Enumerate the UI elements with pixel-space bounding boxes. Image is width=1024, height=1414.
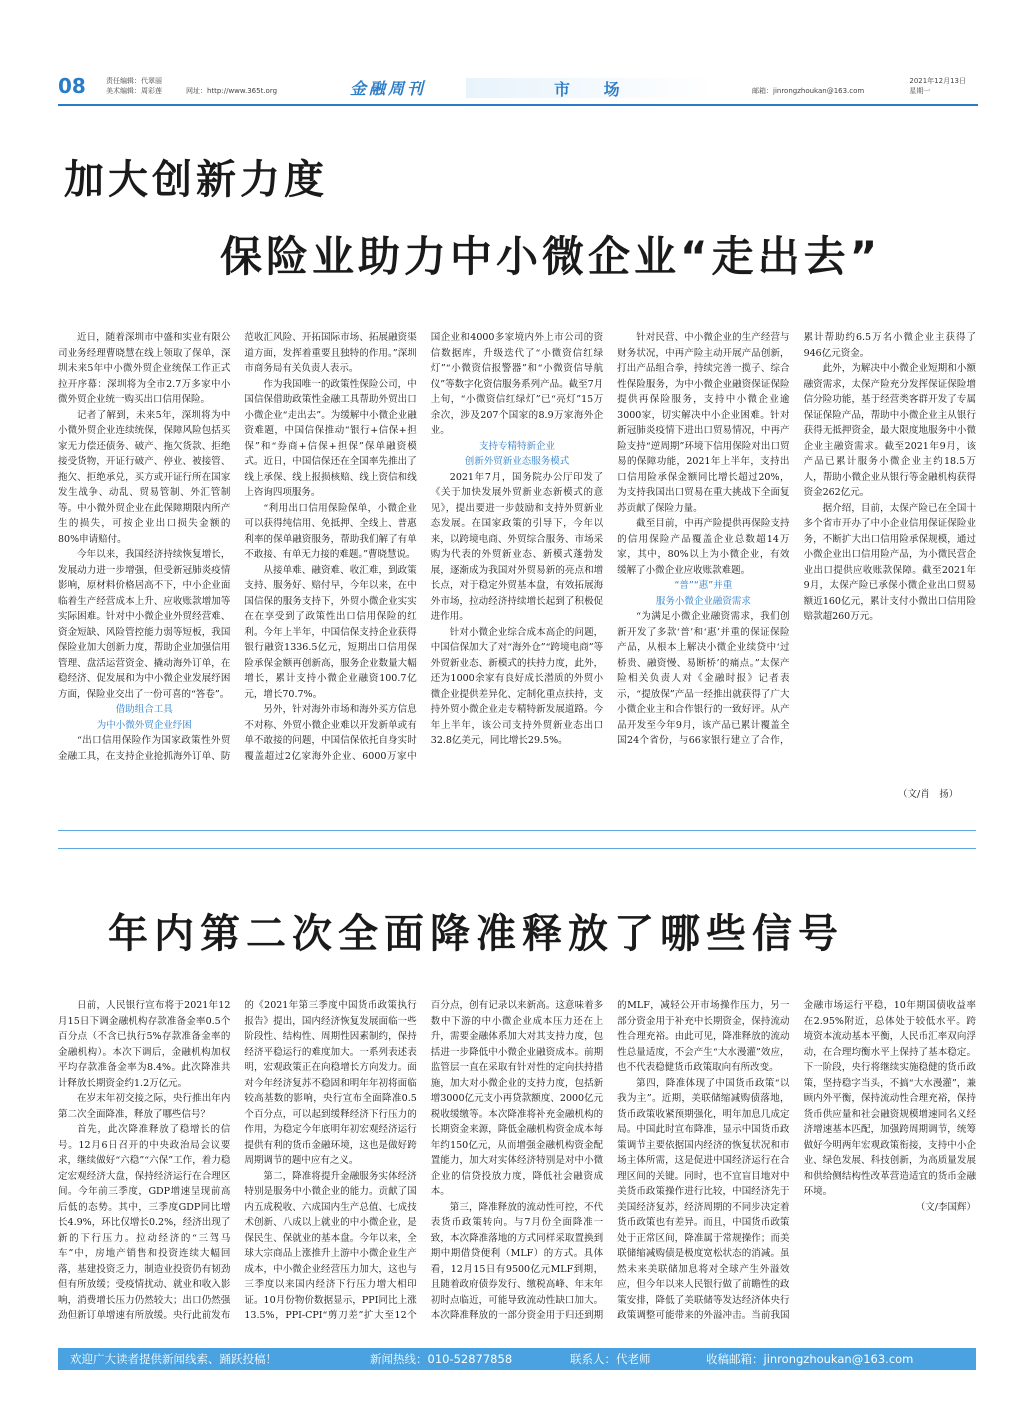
article1-paragraph: “为满足小微企业融资需求，我们创新开发了多款‘普’和‘惠’并重的保证保险产品，从根本上解决小微企业续贷中‘过桥贵、融资慢、易断桥’的痛点。”太保产险相关负责人对《金融时报》记者表示，“提放保”产品一经推出就获得了广大小微企业主和合作银行的一致好评。从产品开发至今年9月，该产品已累计覆盖全国24个省份，与66家银行建立了合作，累计帮助约6.5万名小微企业主获得了946亿元资金。 [617, 332, 976, 746]
article1-paragraph: “利用出口信用保险保单，小微企业可以获得纯信用、免抵押、全线上、普惠利率的保单融资服务，帮助我们解了有单不敢接、有单无力接的难题。”曹晓慧说。 [244, 502, 417, 560]
footer-contact: 联系人：代老师 [570, 1352, 651, 1366]
footer-welcome: 欢迎广大读者提供新闻线索、踊跃投稿！ [70, 1352, 277, 1366]
issue-date [909, 76, 966, 96]
header-rule [58, 104, 978, 106]
footer-banner [58, 1348, 976, 1370]
article2-byline: （文/李国辉） [915, 1201, 976, 1213]
article2-paragraph: 第二，降准将提升金融服务实体经济特别是服务中小微企业的能力。贡献了国内五成税收、六成国内生产总值、七成技术创新、八成以上就业的中小微企业，是保民生、保就业的基本盘。今年以来，全球大宗商品上涨推升上游中小微企业生产成本，中小微企业经营压力加大，这也与三季度以来国内经济下行压力增大相印证。10月份物价数据显示，PPI同比上涨13.5%，PPI-CPI“剪刀差”扩大至12个百分点，创有记录以来新高。这意味着多数中下游的中小微企业成本压力还在上升，需要金融体系加大对其支持力度，包括进一步降低中小微企业融资成本。前期监管层一直在采取有针对性的定向扶持措施，加大对小微企业的支持力度，包括新增3000亿元支小再贷款额度、2000亿元税收缓缴等。本次降准将补充金融机构的长期资金来源，降低金融机构资金成本每年约150亿元，从而增强金融机构资金配置能力，加大对实体经济特别是对中小微企业的信贷投放力度，降低社会融资成本。 [244, 1000, 604, 1321]
article1-byline: （文/肖 扬） [898, 789, 959, 800]
article1-headline-line1: 加大创新力度 [64, 157, 328, 203]
article2-paragraph: 第四，降准体现了中国货币政策“以我为主”。近期，美联储缩减购债落地，货币政策收紧预期强化，明年加息几成定局。中国此时宣布降准，显示中国货币政策调节主要依据国内经济的恢复状况和市场主体所需，这是促进中国经济运行在合理区间的关键。同时，也不宜盲目地对中美货币政策操作进行比较，中国经济先于美国经济复苏，经济周期的不同步决定着货币政策也有差异。而且，中国货币政策处于正常区间，降准属于常规操作；而美联储缩减购债是极度宽松状态的消减。虽然未来美联储加息将对全球产生外溢效应，但今年以来人民银行做了前瞻性的政策安排，降低了美联储等发达经济体央行政策调整可能带来的外溢冲击。当前我国金融市场运行平稳，10年期国债收益率在2.95%附近，总体处于较低水平。跨境资本流动基本平衡，人民币汇率双向浮动，在合理均衡水平上保持了基本稳定。下一阶段，央行将继续实施稳健的货币政策，坚持稳字当头，不搞“大水漫灌”，兼顾内外平衡，保持流动性合理充裕，保持货币供应量和社会融资规模增速同名义经济增速基本匹配，加强跨周期调节，统筹做好今明两年宏观政策衔接，支持中小企业、绿色发展、科技创新，为高质量发展和供给侧结构性改革营造适宜的货币金融环境。 [617, 1000, 976, 1321]
section-divider [58, 830, 976, 831]
section-name: 市 场 [554, 80, 634, 99]
date-text: 2021年12月13日 [909, 77, 966, 85]
article1-paragraph: 此外，为解决中小微企业短期和小额融资需求，太保产险充分发挥保证保险增信分险功能，基于经营类客群开发了专属保证保险产品，帮助中小微企业主从银行获得无抵押资金，最大限度地服务中小微企业主融资需求。截至2021年9月，该产品已累计服务小微企业主约18.5万人，帮助小微企业从银行等金融机构获得资金262亿元。 [803, 363, 976, 498]
article2-paragraph: 第三，降准释放的流动性可控，不代表货币政策转向。与7月份全面降准一致，本次降准落地的方式同样采取置换到期中期借贷便利（MLF）的方式。具体看，12月15日有9500亿元MLF到期，且随着政府债券发行、缴税高峰、年末年初时点临近，可能导致流动性缺口加大。本次降准释放的一部分资金用于归还到期的MLF，减轻公开市场操作压力，另一部分资金用于补充中长期资金，保持流动性合理充裕。由此可见，降准释放的流动性总量适度，不会产生“大水漫灌”效应，也不代表稳健货币政策取向有所改变。 [430, 1000, 790, 1321]
article1-paragraph: 2021年7月，国务院办公厅印发了《关于加快发展外贸新业态新模式的意见》，提出要进一步鼓励和支持外贸新业态发展。在国家政策的引导下，今年以来，以跨境电商、外贸综合服务、市场采购为代表的外贸新业态、新模式蓬勃发展，逐渐成为我国对外贸易新的亮点和增长点，对于稳定外贸基本盘，有效拓展海外市场，拉动经济持续增长起到了积极促进作用。 [430, 471, 604, 622]
article1-paragraph: 今年以来，我国经济持续恢复增长，发展动力进一步增强，但受新冠肺炎疫情影响，原材料价格居高不下，中小企业面临着生产经营成本上升、应收账款增加等实际困难。针对中小微企业外贸经营难、资金短缺、风险管控能力弱等短板，我国保险业加大创新力度，帮助企业加强信用管理、盘活运营资金、撬动海外订单，在稳经济、促发展和为中小微企业发展纾困方面，保险业交出了一份可喜的“答卷”。 [58, 549, 231, 700]
article1-paragraph: 据介绍，目前，太保产险已在全国十多个省市开办了中小企业信用保证保险业务，不断扩大出口信用险承保规模，通过小微企业出口信用险产品，为小微民营企业出口提供应收账款保障。截至2021年9月，太保产险已承保小微企业出口贸易额近160亿元，累计支付小微出口信用险赔款超260万元。 [803, 502, 976, 622]
article1-paragraph: 记者了解到，未来5年，深圳将为中小微外贸企业连续统保，保障风险包括买家无力偿还债务、破产、拖欠货款、拒绝接受货物，开证行破产、停业、被接管、拖欠、拒绝承兑，买方或开证行所在国家发生战争、动乱、贸易管制、外汇管制等。中小微外贸企业在此保障期限内所产生的损失，可按企业出口损失金额的80%申请赔付。 [58, 409, 231, 545]
article1-paragraph: 从接单难、融资难、收汇难，到政策支持、服务好、赔付早，今年以来，在中国信保的服务支持下，外贸小微企业实实在在享受到了政策性出口信用保险的红利。今年上半年，中国信保支持企业获得银行融资1336.5亿元，短期出口信用保险承保金额再创新高，服务企业数量大幅增长，累计支持小微企业融资100.7亿元，增长70.7%。 [244, 564, 417, 700]
publication-logo: 金融周刊 [350, 79, 427, 98]
footer-email: 收稿邮箱：jinrongzhoukan@163.com [706, 1352, 914, 1366]
article2-headline: 年内第二次全面降准释放了哪些信号 [108, 911, 844, 957]
footer-hotline: 新闻热线：010-52877858 [370, 1352, 513, 1366]
editor-line: 责任编辑：代翠丽 [106, 77, 162, 85]
article1-paragraph: 作为我国唯一的政策性保险公司，中国信保借助政策性金融工具帮助外贸出口小微企业“走出去”。为缓解中小微企业融资难题，中国信保推动“银行+信保+担保”和“券商+信保+担保”保单融资模式。近日，中国信保还在全国率先推出了线上承保、线上报损核赔、线上资信和线上咨询四项服务。 [244, 378, 417, 498]
article2-paragraph: 在岁末年初交接之际，央行推出年内第二次全面降准，释放了哪些信号？ [58, 1093, 231, 1120]
website-url: 网址：http://www.365t.org [186, 87, 278, 95]
section-divider [58, 848, 976, 849]
article2-paragraph: 首先，此次降准释放了稳增长的信号。12月6日召开的中央政治局会议要求，继续做好“六稳”“六保”工作，着力稳定宏观经济大盘，保持经济运行在合理区间。今年前三季度，GDP增速呈现前高后低的态势。其中，三季度GDP同比增长4.9%，环比仅增长0.2%，经济出现了新的下行压力。拉动经济的“三驾马车”中，房地产销售和投资连续大幅回落，基建投资乏力，制造业投资仍有韧劲但有所放缓；受疫情扰动、就业和收入影响，消费增长压力仍然较大；出口仍然强劲但新订单增速有所放缓。央行此前发布的《2021年第三季度中国货币政策执行报告》提出，国内经济恢复发展面临一些阶段性、结构性、周期性因素制约，保持经济平稳运行的难度加大。一系列表述表明，宏观政策正在向稳增长方向发力。面对今年经济复苏不稳固和明年年初将面临较高基数的影响，央行宣布全面降准0.5个百分点，可以起到缓释经济下行压力的作用，为稳定今年底明年初宏观经济运行提供有利的货币金融环境，这也是做好跨周期调节的题中应有之义。 [58, 1000, 417, 1321]
article1-subheading: 借助组合工具 [115, 704, 173, 715]
article1-subheading: 支持专精特新企业 [478, 440, 555, 452]
article1-subheading: 为中小微外贸企业纾困 [96, 719, 192, 731]
article2-paragraph: 日前，人民银行宣布将于2021年12月15日下调金融机构存款准备金率0.5个百分点（不含已执行5%存款准备金率的金融机构）。本次下调后，金融机构加权平均存款准备金率为8.4%。此次降准共计释放长期资金约1.2万亿元。 [58, 1000, 231, 1089]
article2-body [58, 998, 976, 1334]
art-editor-line: 美术编辑：周彩莲 [106, 87, 162, 95]
article1-subheading: “普”“惠”并重 [674, 580, 733, 591]
article1-subheading: 创新外贸新业态服务模式 [464, 456, 570, 467]
page-number: 08 [58, 74, 86, 98]
article1-body [58, 330, 976, 778]
editor-credits [106, 76, 162, 96]
weekday-text: 星期一 [909, 87, 931, 95]
article1-subheading: 服务小微企业融资需求 [655, 595, 751, 607]
article1-headline-line2: 保险业助力中小微企业“走出去” [220, 232, 882, 281]
article1-paragraph: 针对民营、中小微企业的生产经营与财务状况，中再产险主动开展产品创新，打出产品组合拳，持续完善一揽子、综合性保险服务，为中小微企业融资保证保险提供再保险服务，支持中小微企业逾3000家，切实解决中小企业困难。针对新冠肺炎疫情下进出口贸易情况，中再产险支持“逆周期”环境下信用保险对出口贸易的保障功能，2021年上半年，支持出口信用险承保金额同比增长超过20%，为支持我国出口贸易在重大挑战下全面复苏贡献了保险力量。 [617, 332, 790, 514]
article1-paragraph: 另外，针对海外市场和海外买方信息不对称、外贸小微企业难以开发新单或有单不敢接的问题，中国信保依托自身实时覆盖超过2亿家海外企业、6000万家中国企业和4000多家境内外上市公司的资信数据库，升级迭代了“小微资信红绿灯”“小微资信报警器”和“小微资信导航仪”等数字化资信服务系列产品。截至7月上旬，“小微资信红绿灯”已“亮灯”15万余次，涉及207个国家的8.9万家海外企业。 [244, 332, 604, 762]
article1-paragraph: 截至目前，中再产险提供再保险支持的信用保险产品覆盖企业总数超14万家，其中，80%以上为小微企业，有效缓解了小微企业应收账款难题。 [617, 518, 790, 576]
article1-paragraph: 针对小微企业综合成本高企的问题，中国信保加大了对“海外仓”“跨境电商”等外贸新业态、新模式的扶持力度，此外，还为1000余家有良好成长潜质的外贸小微企业提供差异化、定制化重点扶持，支持外贸小微企业走专精特新发展道路。今年上半年，该公司支持外贸新业态出口32.8亿美元，同比增长29.5%。 [430, 626, 604, 746]
header-email: 邮箱：jinrongzhoukan@163.com [752, 87, 865, 95]
article1-paragraph: “出口信用保险作为国家政策性外贸金融工具，在支持企业抢抓海外订单、防范收汇风险、开拓国际市场、拓展融资渠道方面，发挥着重要且独特的作用。”深圳市商务局有关负责人表示。 [58, 332, 417, 762]
article1-paragraph: 近日，随着深圳市中盛和实业有限公司业务经理曹晓慧在线上领取了保单，深圳未来5年中小微外贸企业统保工作正式拉开序幕：深圳将为全市2.7万多家中小微外贸企业统一购买出口信用保险。 [58, 332, 231, 405]
